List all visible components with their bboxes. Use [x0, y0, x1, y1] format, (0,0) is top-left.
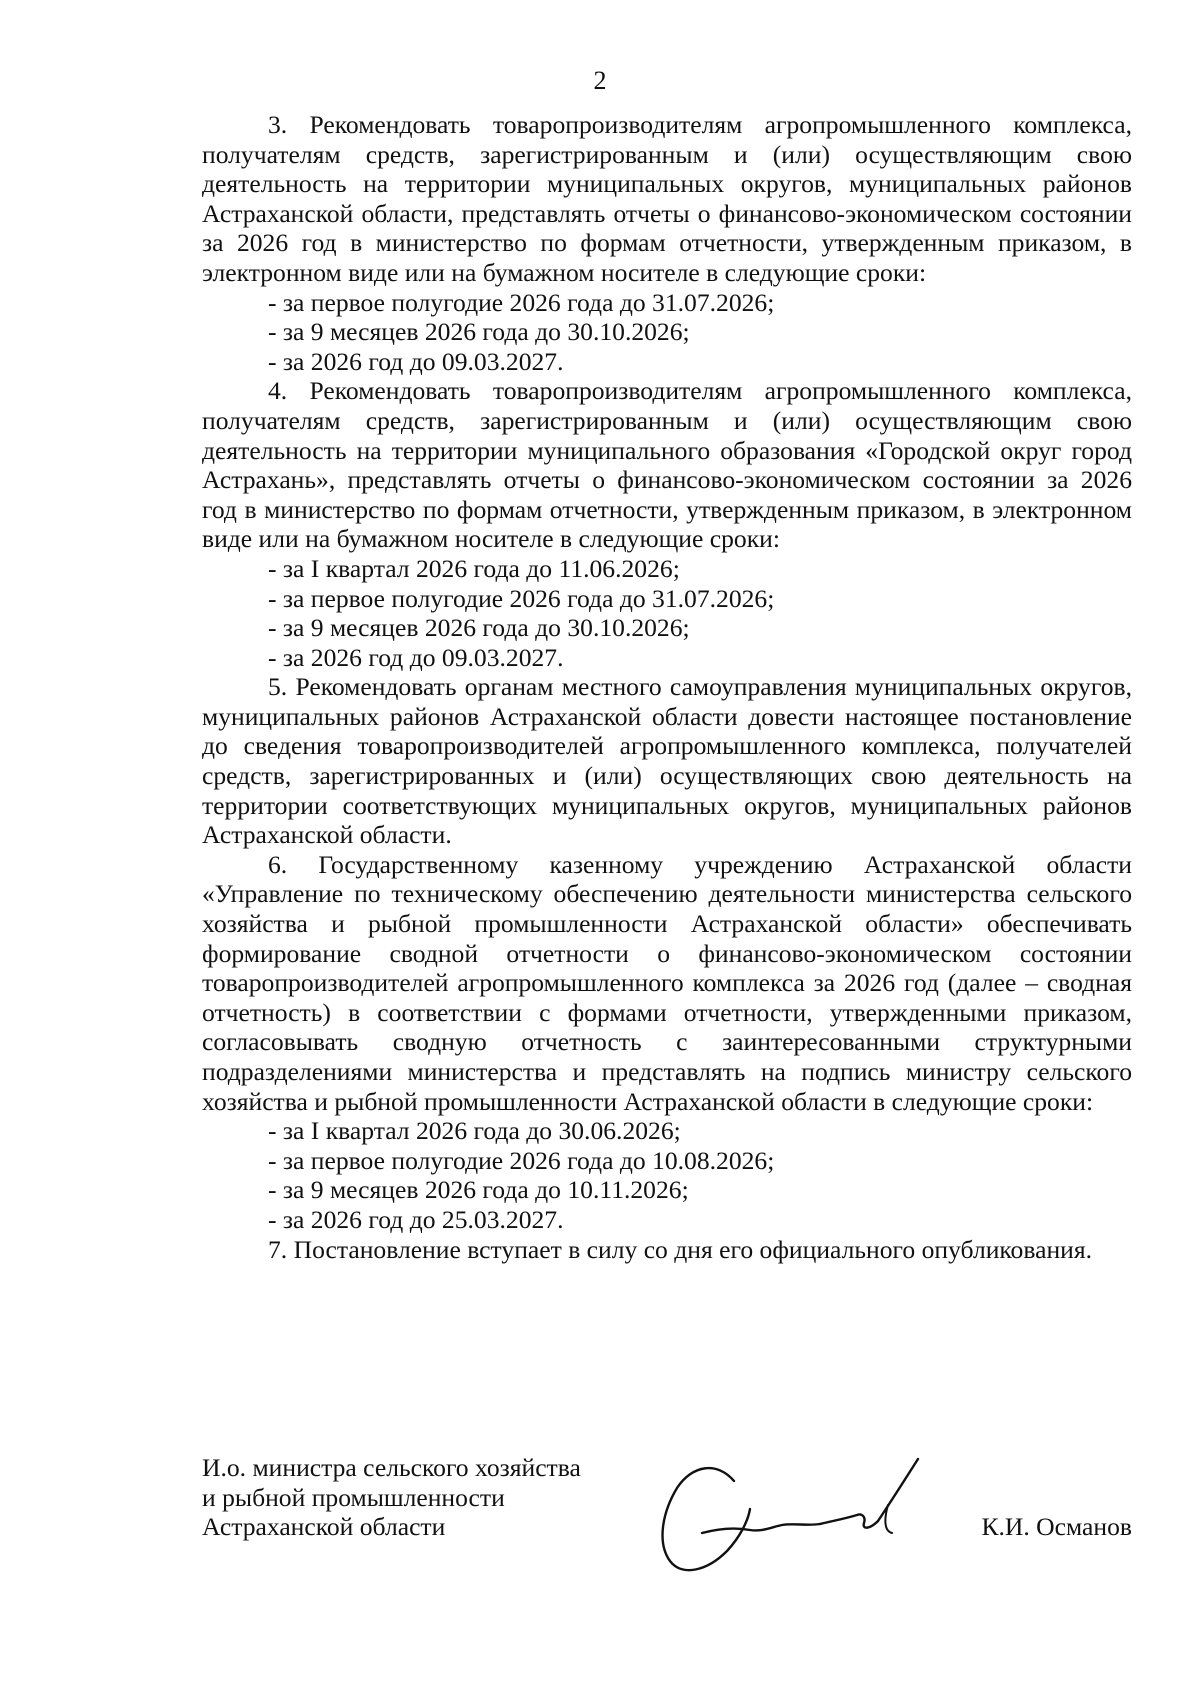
deadline-item: - за первое полугодие 2026 года до 31.07.2026; [268, 583, 775, 613]
deadline-item: - за I квартал 2026 года до 30.06.2026; [268, 1116, 681, 1146]
signature-stroke [702, 1524, 820, 1533]
position-line: и рыбной промышленности [202, 1482, 505, 1512]
paragraph-text: 4. Рекомендовать товаропроизводителям агропромышленного комплекса, получателям средств, зарегистрированным и (или) осуществляющим свою деятельность на территории муниципального образования «Городской округ город Астрахань», представлять отчеты о финансово-экономическом состоянии за 2026 год в министерство по формам отчетности, утвержденным приказом, в электронном виде или на бумажном носителе в следующие сроки: [202, 376, 1132, 554]
deadline-item: - за 9 месяцев 2026 года до 30.10.2026; [268, 317, 690, 347]
paragraph-7 [202, 1235, 1132, 1265]
position-line: Астраханской области [202, 1512, 446, 1542]
deadline-item: - за 2026 год до 09.03.2027. [268, 642, 564, 672]
signatory-position [202, 1453, 632, 1542]
paragraph-4 [202, 376, 1132, 672]
deadline-item: - за первое полугодие 2026 года до 31.07.2026; [268, 287, 775, 317]
paragraph-text: 6. Государственному казенному учреждению Астраханской области «Управление по техническому обеспечению деятельности министерства сельского хозяйства и рыбной промышленности Астраханской области» обеспечивать формирование сводной отчетности о финансово-экономическом состоянии товаропроизводителей агропромышленного комплекса за 2026 год (далее – сводная отчетность) в соответствии с формами отчетности, утвержденными приказом, согласовывать сводную отчетность с заинтересованными структурными подразделениями министерства и представлять на подпись министру сельского хозяйства и рыбной промышленности Астраханской области в следующие сроки: [202, 849, 1132, 1116]
deadline-item: - за 9 месяцев 2026 года до 10.11.2026; [268, 1175, 689, 1205]
signature-block [202, 1453, 1132, 1573]
signature-stroke [820, 1514, 878, 1527]
signature-stroke [663, 1468, 750, 1570]
paragraph-text: 7. Постановление вступает в силу со дня его официального опубликования. [268, 1234, 1093, 1264]
page-number: 2 [593, 66, 607, 95]
deadline-item: - за первое полугодие 2026 года до 10.08.2026; [268, 1145, 775, 1175]
handwritten-signature [622, 1433, 942, 1583]
deadline-item: - за 2026 год до 25.03.2027. [268, 1204, 564, 1234]
deadline-item: - за 9 месяцев 2026 года до 30.10.2026; [268, 613, 690, 643]
position-line: И.о. министра сельского хозяйства [202, 1453, 581, 1482]
paragraph-text: 5. Рекомендовать органам местного самоуправления муниципальных округов, муниципальных районов Астраханской области довести настоящее постановление до сведения товаропроизводителей агропромышленного комплекса, получателей средств, зарегистрированных и (или) осуществляющих свою деятельность на территории соответствующих муниципальных округов, муниципальных районов Астраханской области. [202, 672, 1132, 850]
paragraph-3 [202, 110, 1132, 376]
signature-stroke [878, 1459, 918, 1521]
deadline-item: - за I квартал 2026 года до 11.06.2026; [268, 553, 680, 583]
signature-stroke [885, 1505, 892, 1533]
deadline-item: - за 2026 год до 09.03.2027. [268, 346, 564, 376]
paragraph-text: 3. Рекомендовать товаропроизводителям агропромышленного комплекса, получателям средств, зарегистрированным и (или) осуществляющим свою деятельность на территории муниципальных округов, муниципальных районов Астраханской области, представлять отчеты о финансово-экономическом состоянии за 2026 год в министерство по формам отчетности, утвержденным приказом, в электронном виде или на бумажном носителе в следующие сроки: [202, 110, 1132, 287]
paragraph-5 [202, 672, 1132, 850]
signatory-name: К.И. Османов [981, 1512, 1132, 1541]
document-body [202, 110, 1132, 1264]
paragraph-6 [202, 850, 1132, 1235]
